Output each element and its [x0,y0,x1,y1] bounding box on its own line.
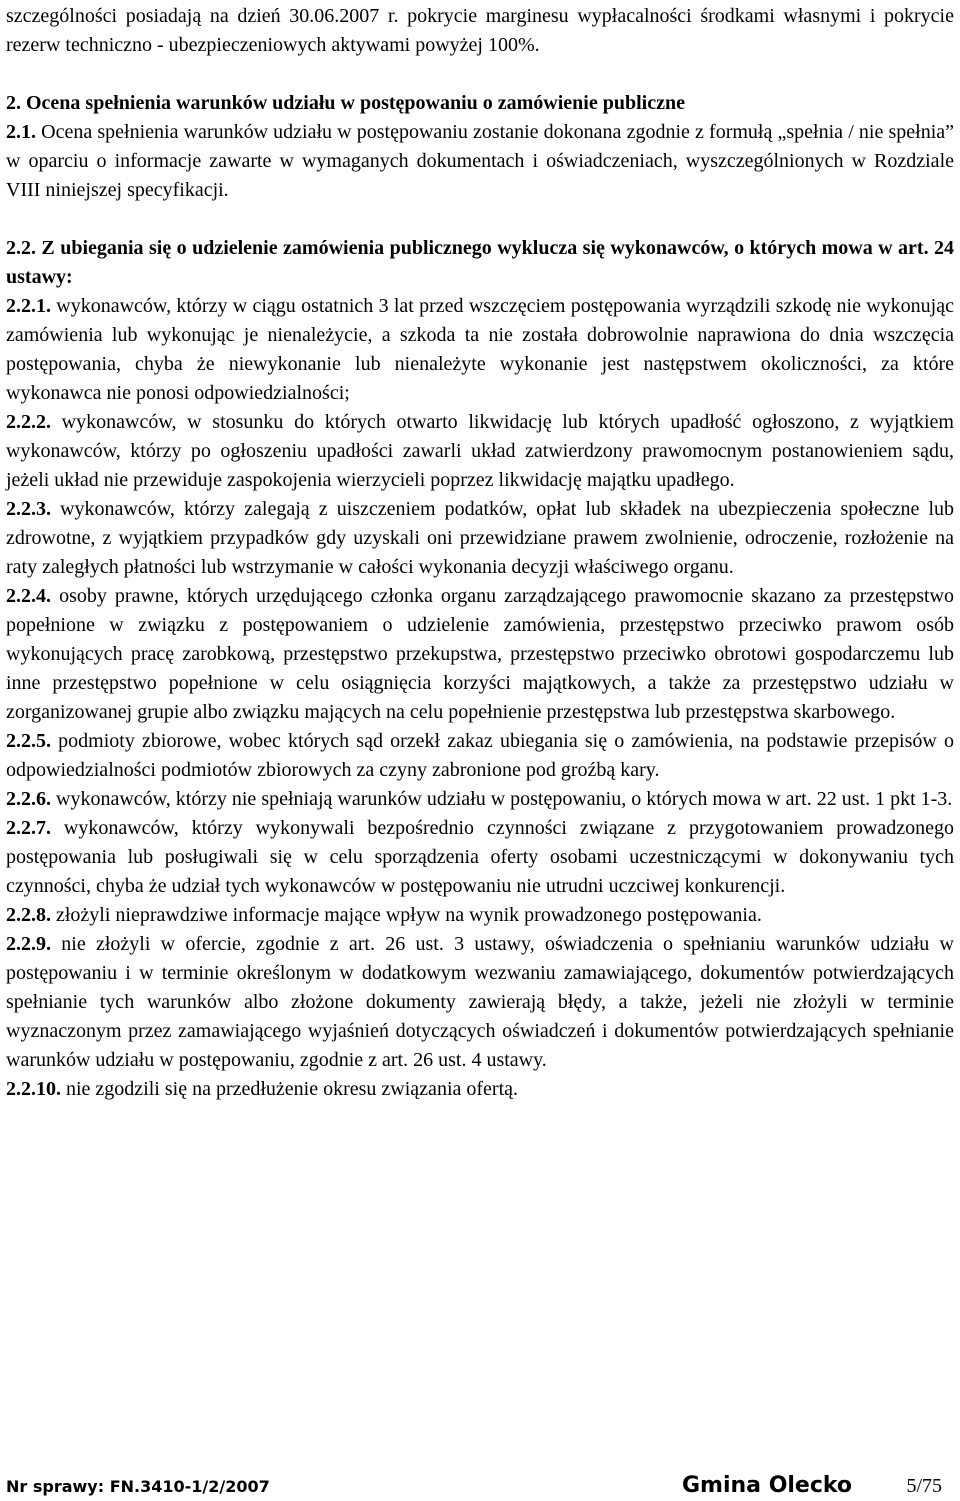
section-text: Ocena spełnienia warunków udziału w postępowaniu zostanie dokonana zgodnie z formułą „spełnia / nie spełnia” w oparciu o informacje zawarte w wymaganych dokumentach i oświadczeniach, wyszczególnionych w Rozdziale VIII niniejszej specyfikacji. [6,121,954,201]
item-number: 2.2.8. [6,904,51,926]
item-number: 2.2.9. [6,933,51,955]
case-number: Nr sprawy: FN.3410-1/2/2007 [6,1477,270,1496]
item-text: wykonawców, którzy nie spełniają warunków udziału w postępowaniu, o których mowa w art. 22 ust. 1 pkt 1-3. [51,788,953,810]
section-heading-2-2: 2.2. Z ubiegania się o udzielenie zamówienia publicznego wyklucza się wykonawców, o których mowa w art. 24 ustawy: [6,237,954,288]
spacer [6,205,954,234]
list-item-2-2-10 [6,1075,954,1104]
section-2-1-paragraph [6,118,954,205]
item-text: nie zgodzili się na przedłużenie okresu związania ofertą. [61,1078,519,1100]
item-number: 2.2.10. [6,1078,61,1100]
list-item-2-2-3 [6,495,954,582]
item-number: 2.2.1. [6,295,51,317]
item-number: 2.2.3. [6,498,51,520]
item-text: osoby prawne, których urzędującego członka organu zarządzającego prawomocnie skazano za przestępstwo popełnione w związku z postępowaniem o udzielenie zamówienia, przestępstwo przeciwko prawom osób wykonujących pracę zarobkową, przestępstwo przekupstwa, przestępstwo przeciwko obrotowi gospodarczemu lub inne przestępstwo popełnione w celu osiągnięcia korzyści majątkowych, a także za przestępstwo udziału w zorganizowanej grupie albo związku mających na celu popełnienie przestępstwa lub przestępstwa skarbowego. [6,585,954,723]
page-number: 5/75 [906,1475,942,1497]
item-text: złożyli nieprawdziwe informacje mające wpływ na wynik prowadzonego postępowania. [51,904,762,926]
item-text: wykonawców, którzy wykonywali bezpośrednio czynności związane z przygotowaniem prowadzonego postępowania lub posługiwali się w celu sporządzenia oferty osobami uczestniczącymi w dokonywaniu tych czynności, chyba że udział tych wykonawców w postępowaniu nie utrudni uczciwej konkurencji. [6,817,954,897]
section-number: 2.1. [6,121,36,143]
list-item-2-2-4 [6,582,954,727]
item-text: wykonawców, w stosunku do których otwarto likwidację lub których upadłość ogłoszono, z wyjątkiem wykonawców, którzy po ogłoszeniu upadłości zawarli układ zatwierdzony prawomocnym postanowieniem sądu, jeżeli układ nie przewiduje zaspokojenia wierzycieli poprzez likwidację majątku upadłego. [6,411,954,491]
list-item-2-2-1 [6,292,954,408]
item-text: podmioty zbiorowe, wobec których sąd orzekł zakaz ubiegania się o zamówienia, na podstawie przepisów o odpowiedzialności podmiotów zbiorowych za czyny zabronione pod groźbą kary. [6,730,954,781]
list-item-2-2-7 [6,814,954,901]
item-number: 2.2.7. [6,817,51,839]
list-item-2-2-5 [6,727,954,785]
list-item-2-2-8 [6,901,954,930]
list-item-2-2-6 [6,785,954,814]
intro-paragraph: szczególności posiadają na dzień 30.06.2007 r. pokrycie marginesu wypłacalności środkami własnymi i pokrycie rezerw techniczno - ubezpieczeniowych aktywami powyżej 100%. [6,5,954,56]
organization-name: Gmina Olecko [682,1473,853,1498]
item-number: 2.2.2. [6,411,51,433]
item-number: 2.2.6. [6,788,51,810]
page-footer [6,1470,954,1500]
item-number: 2.2.5. [6,730,51,752]
item-text: wykonawców, którzy zalegają z uiszczeniem podatków, opłat lub składek na ubezpieczenia społeczne lub zdrowotne, z wyjątkiem przypadków gdy uzyskali oni przewidziane prawem zwolnienie, odroczenie, rozłożenie na raty zaległych płatności lub wstrzymanie w całości wykonania decyzji właściwego organu. [6,498,954,578]
item-text: nie złożyli w ofercie, zgodnie z art. 26 ust. 3 ustawy, oświadczenia o spełnianiu warunków udziału w postępowaniu i w terminie określonym w dodatkowym wezwaniu zamawiającego, dokumentów potwierdzających spełnianie tych warunków albo złożone dokumenty zawierają błędy, a także, jeżeli nie złożyli w terminie wyznaczonym przez zamawiającego wyjaśnień dotyczących oświadczeń i dokumentów potwierdzających spełnianie warunków udziału w postępowaniu, zgodnie z art. 26 ust. 4 ustawy. [6,933,954,1071]
section-heading-2: 2. Ocena spełnienia warunków udziału w postępowaniu o zamówienie publiczne [6,92,685,114]
item-number: 2.2.4. [6,585,51,607]
item-text: wykonawców, którzy w ciągu ostatnich 3 lat przed wszczęciem postępowania wyrządzili szkodę nie wykonując zamówienia lub wykonując je nienależycie, a szkoda ta nie została dobrowolnie naprawiona do dnia wszczęcia postępowania, chyba że niewykonanie lub nienależyte wykonanie jest następstwem okoliczności, za które wykonawca nie ponosi odpowiedzialności; [6,295,954,404]
spacer [6,60,954,89]
list-item-2-2-2 [6,408,954,495]
list-item-2-2-9 [6,930,954,1075]
document-body [6,2,954,1104]
